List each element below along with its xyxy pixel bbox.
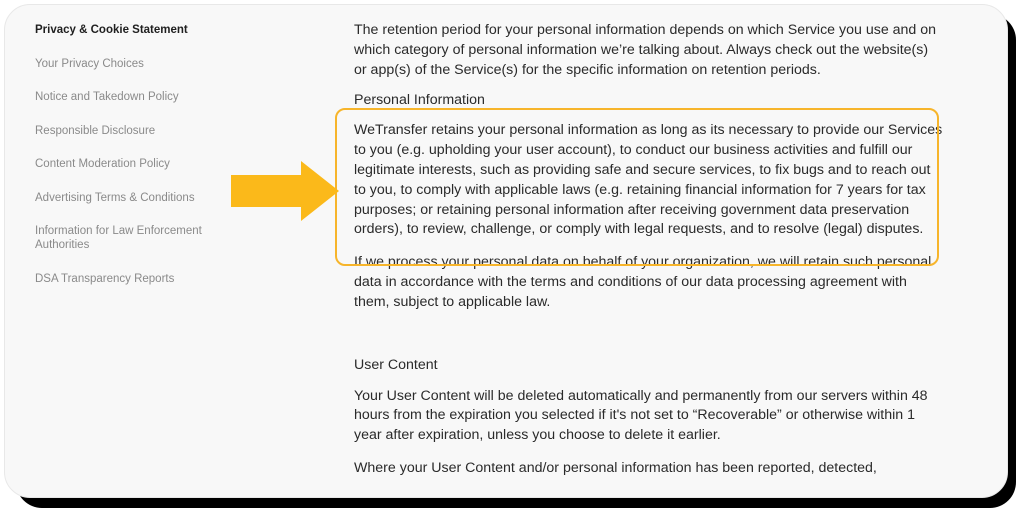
user-content-paragraph: Your User Content will be deleted automatically and permanently from our servers within 48 hours from the expiration you selected if it's not set to “Recoverable” or otherwise within 1 year after expiration, unless you choose to delete it earlier. bbox=[354, 387, 928, 444]
sidebar-item-content-moderation-policy[interactable]: Content Moderation Policy bbox=[35, 158, 170, 170]
sidebar-item-privacy-cookie-statement[interactable]: Privacy & Cookie Statement bbox=[35, 24, 188, 36]
arrow-right-icon bbox=[231, 161, 339, 221]
sidebar-item-law-enforcement[interactable]: Information for Law Enforcement Authorities bbox=[35, 225, 202, 251]
reported-content-paragraph: Where your User Content and/or personal information has been reported, detected, bbox=[354, 459, 877, 476]
personal-information-heading: Personal Information bbox=[354, 92, 485, 109]
sidebar-item-advertising-terms[interactable]: Advertising Terms & Conditions bbox=[35, 191, 195, 204]
sidebar-nav bbox=[35, 23, 235, 305]
organization-paragraph: If we process your personal data on behalf of your organization, we will retain such personal data in accordance with the terms and conditions of our data processing agreement with them, subject to applicable law. bbox=[354, 254, 932, 310]
personal-information-paragraph: WeTransfer retains your personal information as long as its necessary to provide our Services to you (e.g. upholding your user account), to conduct our business activities and fulfill our legitimate interests, such as providing safe and secure services, to fix bugs and to reach out to you, to comply with applicable laws (e.g. retaining financial information for 7 years for tax purposes; or retaining personal information after receiving government data preservation orders), to review, challenge, or comply with legal requests, and to resolve (legal) disputes. bbox=[354, 122, 943, 238]
user-content-heading: User Content bbox=[354, 356, 438, 373]
sidebar-item-dsa-transparency-reports[interactable]: DSA Transparency Reports bbox=[35, 272, 175, 285]
sidebar-item-notice-takedown-policy[interactable]: Notice and Takedown Policy bbox=[35, 91, 179, 103]
sidebar-item-your-privacy-choices[interactable]: Your Privacy Choices bbox=[35, 57, 144, 70]
retention-intro-paragraph: The retention period for your personal information depends on which Service you use and on which category of personal information we’re talking about. Always check out the website(s) or app(s) of the Service(s) for the specific information on retention periods. bbox=[354, 22, 937, 78]
sidebar-item-responsible-disclosure[interactable]: Responsible Disclosure bbox=[35, 124, 156, 137]
highlight-box bbox=[335, 108, 939, 266]
